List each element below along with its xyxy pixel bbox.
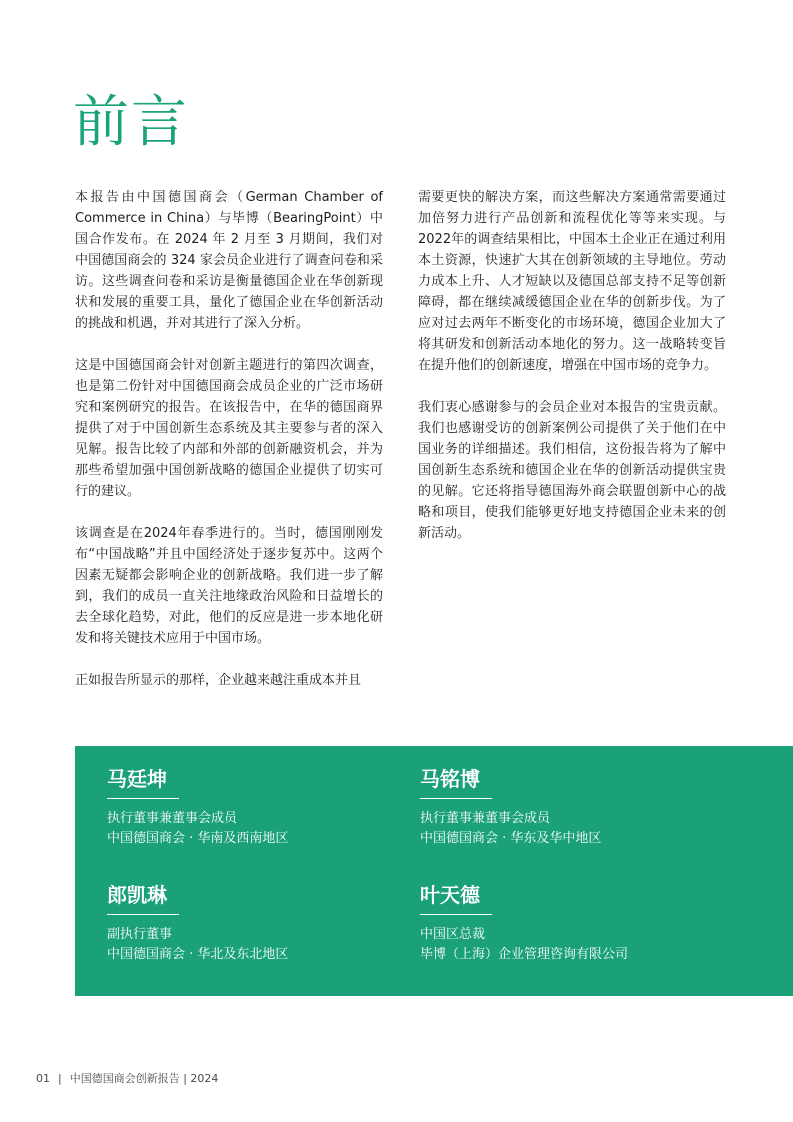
signatories-panel — [75, 746, 793, 996]
paragraph: 该调查是在2024年春季进行的。当时，德国刚刚发布“中国战略”并且中国经济处于逐步复苏中。这两个因素无疑都会影响企业的创新战略。我们进一步了解到，我们的成员一直关注地缘政治风险和日益增长的去全球化趋势，对此，他们的反应是进一步本地化研发和将关键技术应用于中国市场。 — [75, 526, 383, 646]
signatory-name: 叶天德 — [420, 883, 480, 907]
signatory-role: 副执行董事 — [107, 927, 173, 942]
divider — [420, 914, 492, 915]
left-column — [75, 187, 383, 691]
page-footer — [36, 1071, 218, 1087]
signatory-role: 执行董事兼董事会成员 — [420, 811, 551, 826]
signatory-org: 中国德国商会 · 华北及东北地区 — [107, 947, 289, 962]
paragraph: 这是中国德国商会针对创新主题进行的第四次调查，也是第二份针对中国德国商会成员企业的广泛市场研究和案例研究的报告。在该报告中，在华的德国商界提供了对于中国创新生态系统及其主要参与者的深入见解。报告比较了内部和外部的创新融资机会，并为那些希望加强中国创新战略的德国企业提供了切实可行的建议。 — [75, 358, 383, 499]
divider — [420, 798, 492, 799]
footer-separator: | — [58, 1072, 62, 1085]
signatory-role: 中国区总裁 — [420, 927, 486, 942]
page-number: 01 — [36, 1072, 50, 1085]
page-title: 前言 — [73, 90, 189, 155]
paragraph: 我们衷心感谢参与的会员企业对本报告的宝贵贡献。我们也感谢受访的创新案例公司提供了关于他们在中国业务的详细描述。我们相信，这份报告将为了解中国创新生态系统和德国企业在华的创新活动提供宝贵的见解。它还将指导德国海外商会联盟创新中心的战略和项目，使我们能够更好地支持德国企业未来的创新活动。 — [418, 400, 726, 541]
divider — [107, 798, 179, 799]
signatory-card — [107, 766, 407, 849]
divider — [107, 914, 179, 915]
right-column — [418, 187, 726, 544]
paragraph: 正如报告所显示的那样，企业越来越注重成本并且 — [75, 673, 362, 688]
signatory-name: 郎凯琳 — [107, 883, 167, 907]
signatory-name: 马铭博 — [420, 767, 480, 791]
signatory-org: 中国德国商会 · 华南及西南地区 — [107, 831, 289, 846]
paragraph: 本报告由中国德国商会（German Chamber of Commerce in China）与毕博（BearingPoint）中国合作发布。在 2024 年 2 月至 3 月期间，我们对中国德国商会的 324 家会员企业进行了调查问卷和采访。这些调查问卷和采访是衡量德国企业在华创新现状和发展的重要工具，量化了德国企业在华创新活动的挑战和机遇，并对其进行了深入分析。 — [75, 190, 383, 331]
signatory-role: 执行董事兼董事会成员 — [107, 811, 238, 826]
paragraph: 需要更快的解决方案，而这些解决方案通常需要通过加倍努力进行产品创新和流程优化等等来实现。与2022年的调查结果相比，中国本土企业正在通过利用本土资源，快速扩大其在创新领域的主导地位。劳动力成本上升、人才短缺以及德国总部支持不足等创新障碍，都在继续减缓德国企业在华的创新步伐。为了应对过去两年不断变化的市场环境，德国企业加大了将其研发和创新活动本地化的努力。这一战略转变旨在提升他们的创新速度，增强在中国市场的竞争力。 — [418, 190, 726, 373]
signatory-org: 毕博（上海）企业管理咨询有限公司 — [420, 947, 629, 962]
signatory-card — [107, 882, 407, 965]
signatory-card — [420, 766, 720, 849]
signatory-card — [420, 882, 720, 965]
signatory-org: 中国德国商会 · 华东及华中地区 — [420, 831, 602, 846]
footer-text: 中国德国商会创新报告 | 2024 — [69, 1072, 219, 1085]
signatory-name: 马廷坤 — [107, 767, 167, 791]
